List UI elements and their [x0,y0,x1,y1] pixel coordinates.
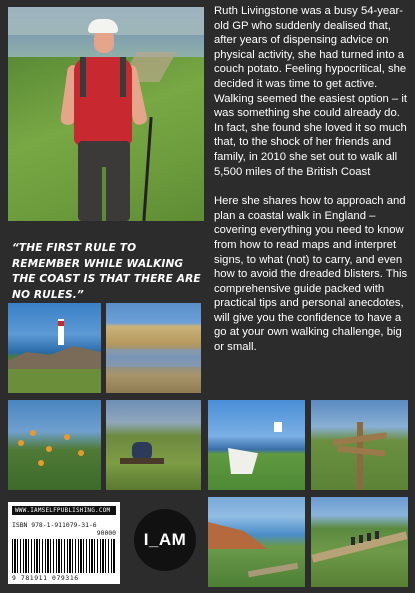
pull-quote: “THE FIRST RULE TO REMEMBER WHILE WALKING THE COAST IS THAT THERE ARE NO RULES.” [12,242,201,301]
barcode-icon [12,539,116,573]
blurb-paragraph-1: Ruth Livingstone was a busy 54-year-old GP who suddenly dealised that, after years of dispensing advice on physical activity, she had turned into a couch potato. Feeling hypocritical, she decided it was time to get active. Walking seemed the easiest option – it was something she could already do. In fact, she found she loved it so much that, to the shock of her friends and family, in 2010 she set out to walk all 5,500 miles of the British Coast [214,5,407,178]
walker-backpack-strap [80,57,86,97]
walker-hat [88,19,118,33]
publisher-url: WWW.IAMSELFPUBLISHING.COM [12,506,116,515]
cliff-lighthouse [274,422,282,432]
photo-flowers [8,400,101,490]
flower [46,446,52,452]
walker-figure [367,533,371,541]
publisher-logo: I_AM [134,509,196,571]
bay-path [248,563,298,578]
signpost-post [357,422,363,490]
flower [18,440,24,446]
flower [64,434,70,440]
photo-lighthouse [8,303,101,393]
walker-figure [351,537,355,545]
photo-signpost [311,400,408,490]
photo-bay [208,497,305,587]
flower [38,460,44,466]
isbn-line [12,521,116,529]
beach-water-sheen [106,349,201,367]
walker-figure [359,535,363,543]
blurb-paragraph-2: Here she shares how to approach and plan a coastal walk in England – covering everything you need to know from how to read maps and interpret signs, to what (not) to carry, and even how to avoid the dreaded blisters. This comprehensive guide packed with practical tips and personal anecdotes, will give you the confidence to have a go at your own walking challenge, big or small. [214,195,408,354]
price-row [12,529,116,537]
lighthouse-band [58,321,64,326]
lighthouse-grass [8,369,101,393]
barcode-block [8,502,120,584]
hero-photo-walker [8,7,204,221]
flower [78,450,84,456]
bench-seat [120,458,164,464]
white-cliff [228,448,258,474]
photo-beach [106,303,201,393]
walker-backpack-strap [120,57,126,97]
photo-walkers [311,497,408,587]
price-code: 90000 [96,529,116,537]
photo-white-cliffs [208,400,305,490]
walker-leg-gap [102,167,106,221]
back-cover-blurb [214,4,410,370]
barcode-digits: 9 781911 079316 [12,574,79,582]
isbn-number: ISBN 978-1-911079-31-6 [12,521,97,529]
bay-red-cliff [208,519,268,549]
flower [30,430,36,436]
walker-figure [375,531,379,539]
photo-bench [106,400,201,490]
